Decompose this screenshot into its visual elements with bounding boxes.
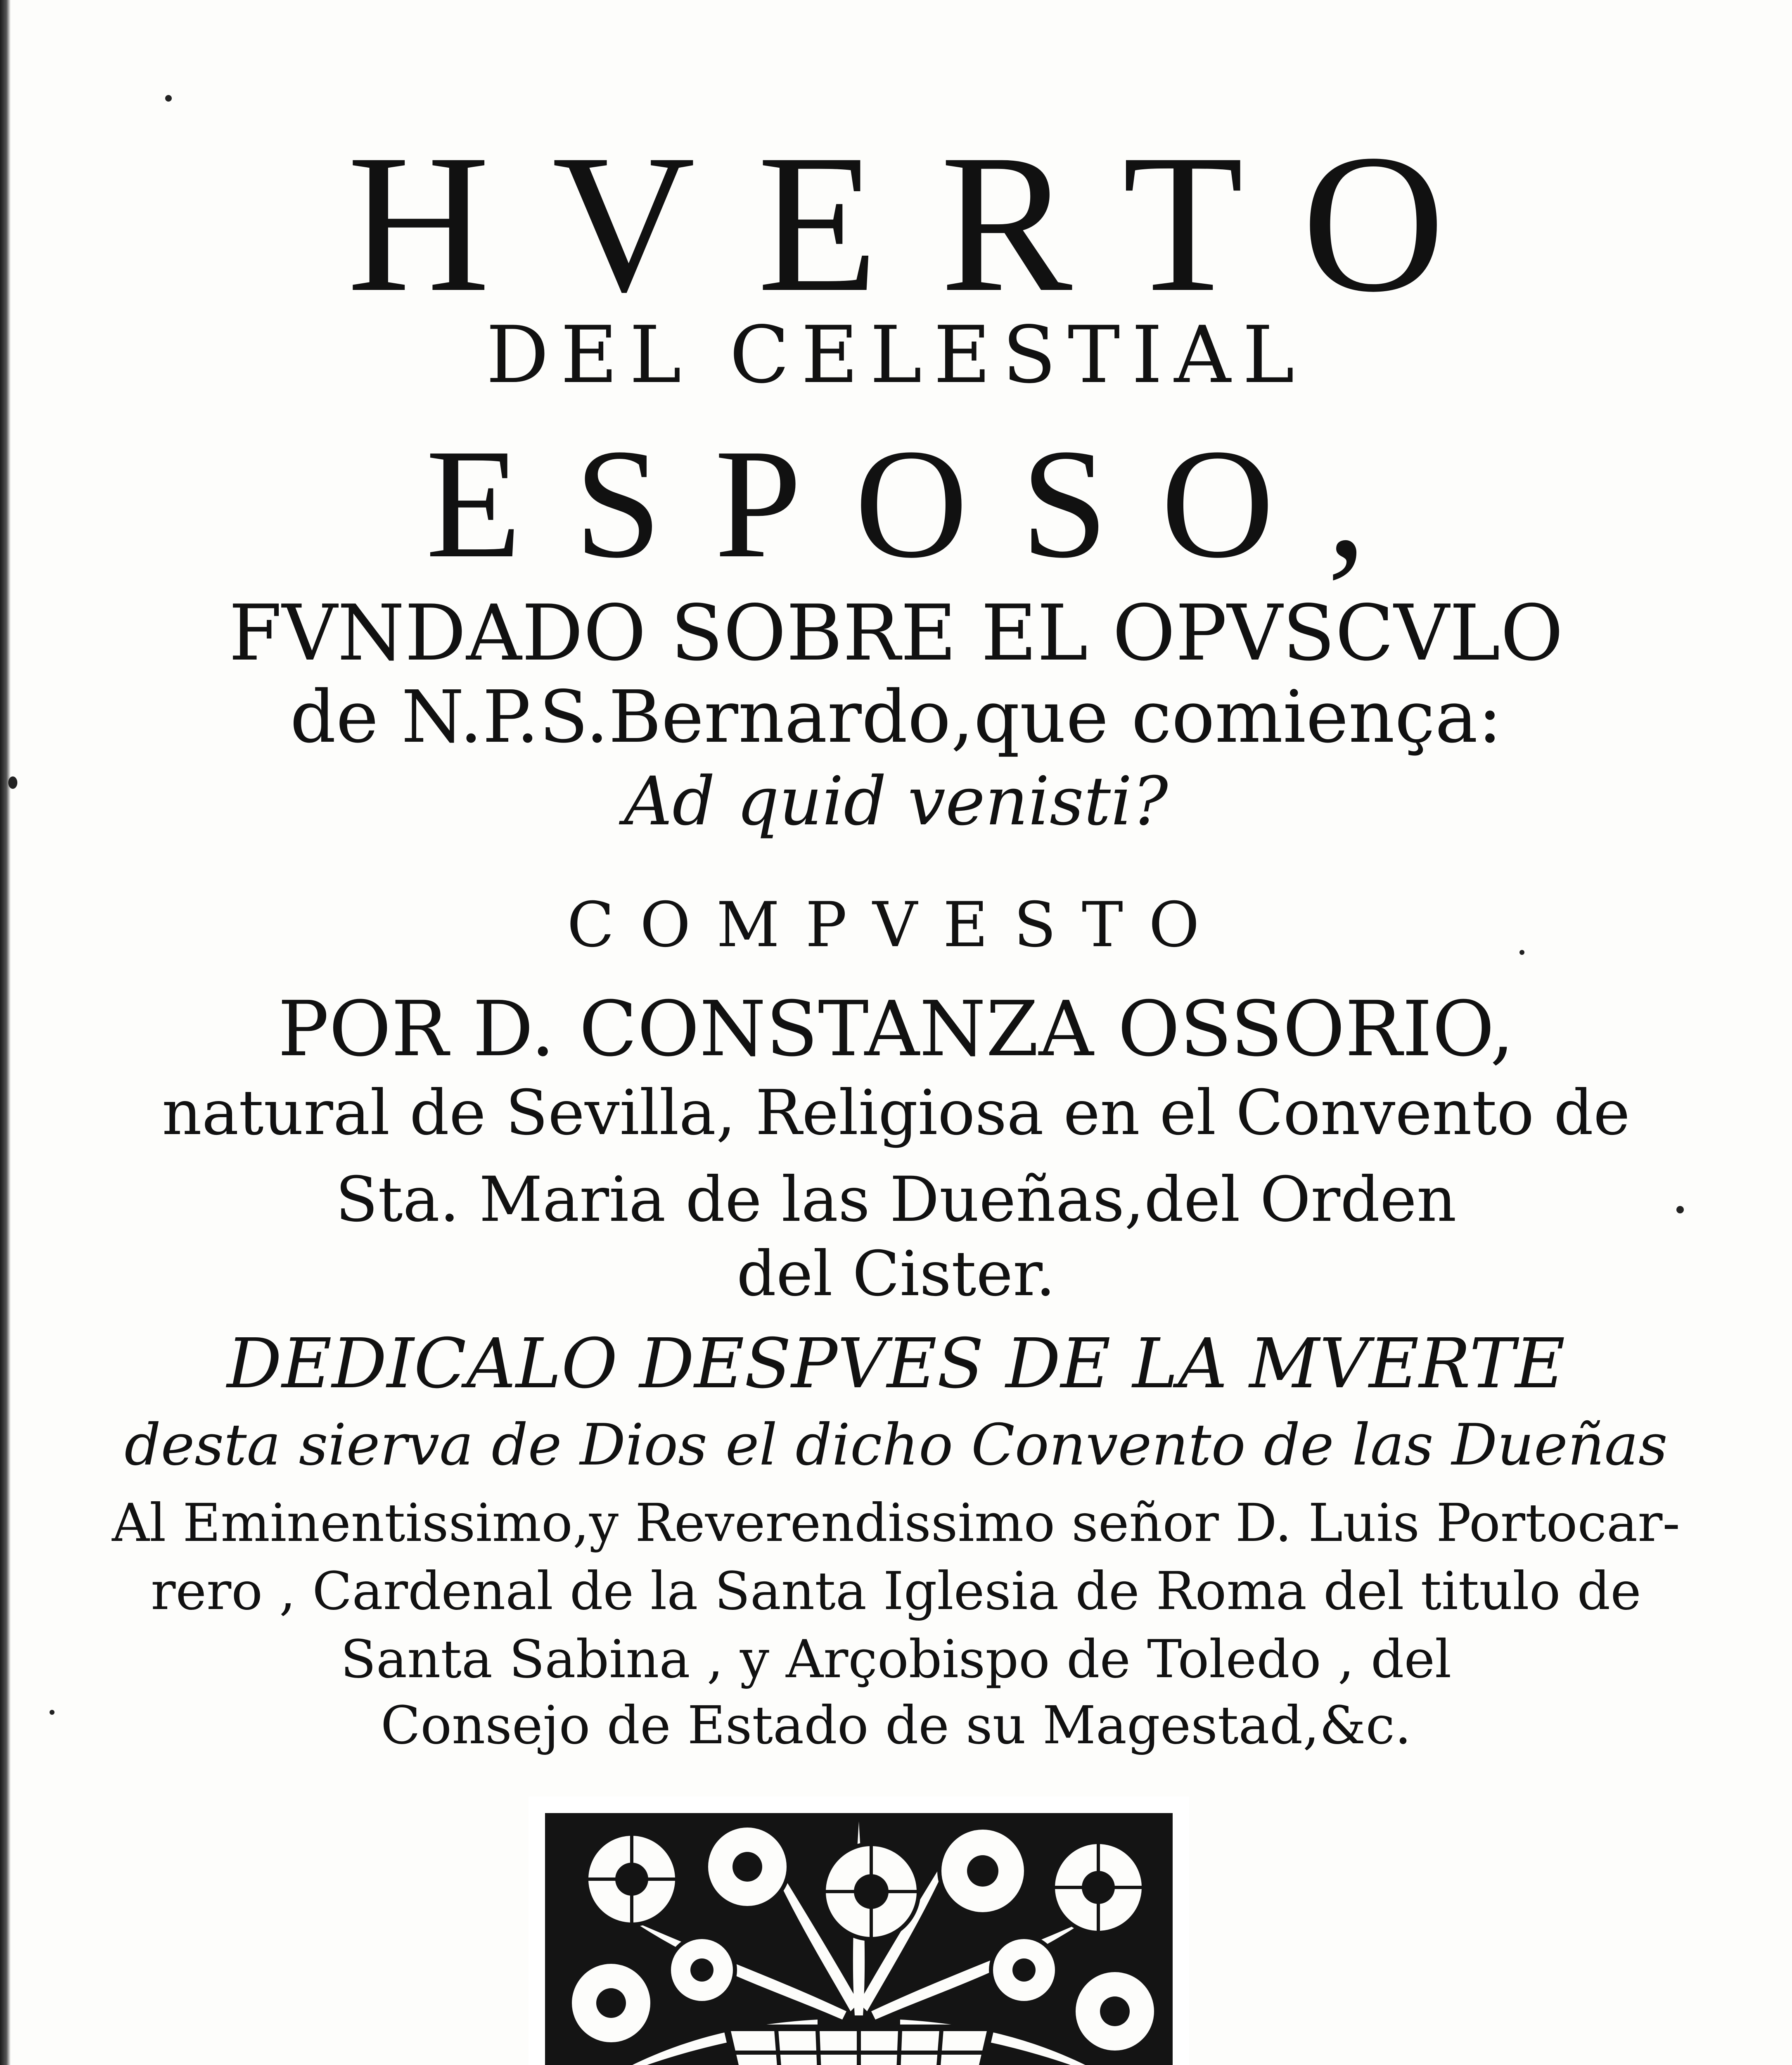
- title-bernardo: de N.P.S.Bernardo,que comiença:: [290, 675, 1502, 759]
- paper-speck: [165, 95, 172, 102]
- title-huerto: HVERTO: [347, 113, 1507, 333]
- author-name: POR D. CONSTANZA OSSORIO,: [277, 985, 1515, 1073]
- dedication-subheading: desta sierva de Dios el dicho Convento de las Dueñas: [124, 1412, 1668, 1478]
- paper-speck: [50, 1710, 55, 1715]
- dedication-line-4: Consejo de Estado de su Magestad,&c.: [380, 1695, 1412, 1756]
- author-origin: natural de Sevilla, Religiosa en el Convento de: [162, 1077, 1630, 1149]
- title-fundado: FVNDADO SOBRE EL OPVSCVLO: [228, 588, 1564, 678]
- dedication-line-1: Al Eminentissimo,y Reverendissimo señor D. Luis Portocar-: [112, 1493, 1680, 1553]
- paper-speck: [8, 776, 17, 789]
- author-order: del Cister.: [736, 1238, 1056, 1310]
- title-ad-quid: Ad quid venisti?: [624, 763, 1168, 840]
- author-convent: Sta. Maria de las Dueñas,del Orden: [335, 1164, 1457, 1236]
- paper-speck: [1519, 950, 1524, 955]
- author-label: COMPVESTO: [567, 889, 1225, 961]
- dedication-line-3: Santa Sabina , y Arçobispo de Toledo , del: [340, 1629, 1452, 1690]
- paper-speck: [1676, 1206, 1684, 1213]
- flower-basket-woodcut-icon: [529, 1797, 1189, 2065]
- title-del-celestial: DEL CELESTIAL: [486, 309, 1306, 401]
- dedication-heading: DEDICALO DESPVES DE LA MVERTE: [227, 1324, 1565, 1404]
- dedication-line-2: rero , Cardenal de la Santa Iglesia de Roma del titulo de: [151, 1561, 1641, 1621]
- title-esposo: ESPOSO,: [426, 417, 1419, 591]
